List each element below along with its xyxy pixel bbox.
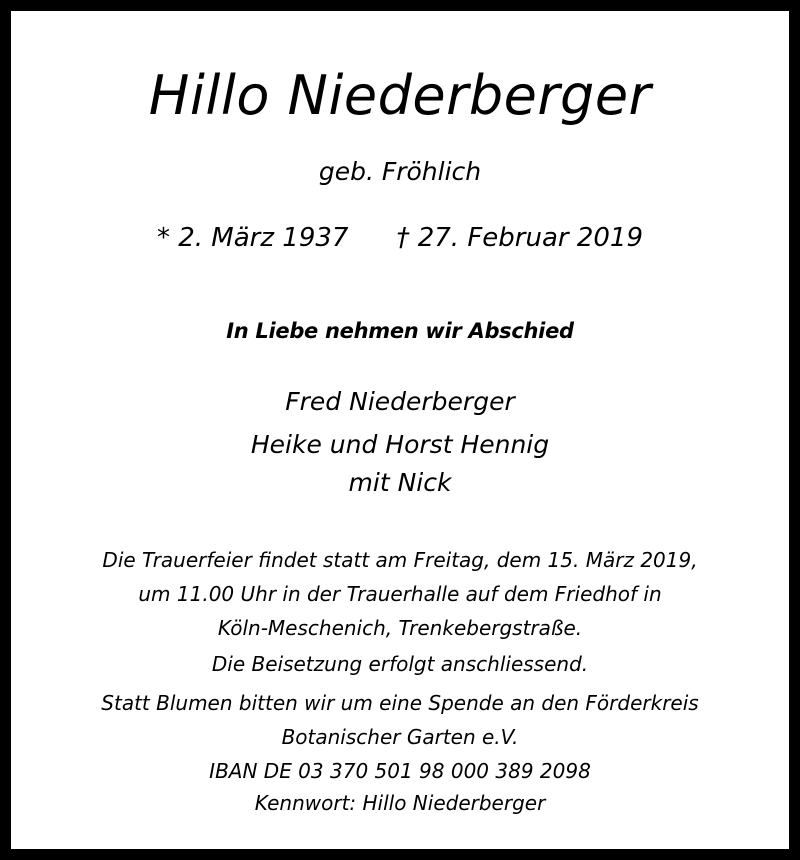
birth-date: * 2. März 1937	[156, 223, 349, 253]
maiden-name: geb. Fröhlich	[318, 157, 482, 186]
mourner-line: Heike und Horst Hennig	[250, 430, 550, 459]
iban-line: IBAN DE 03 370 501 98 000 389 2098	[209, 759, 591, 783]
donation-line: Botanischer Garten e.V.	[281, 725, 519, 749]
mourner-line: Fred Niederberger	[285, 387, 515, 416]
donation-line: Statt Blumen bitten wir um eine Spende an den Förderkreis	[101, 691, 699, 715]
deceased-name: Hillo Niederberger	[148, 64, 652, 127]
keyword-line: Kennwort: Hillo Niederberger	[254, 791, 546, 815]
farewell-heading: In Liebe nehmen wir Abschied	[226, 319, 574, 343]
death-date: † 27. Februar 2019	[396, 223, 644, 253]
mourner-line: mit Nick	[348, 468, 452, 497]
ceremony-line: Köln-Meschenich, Trenkebergstraße.	[217, 616, 583, 640]
burial-line: Die Beisetzung erfolgt anschliessend.	[211, 652, 589, 676]
ceremony-line: Die Trauerfeier findet statt am Freitag, dem 15. März 2019,	[102, 548, 698, 572]
life-dates	[0, 221, 800, 255]
ceremony-line: um 11.00 Uhr in der Trauerhalle auf dem Friedhof in	[138, 582, 662, 606]
